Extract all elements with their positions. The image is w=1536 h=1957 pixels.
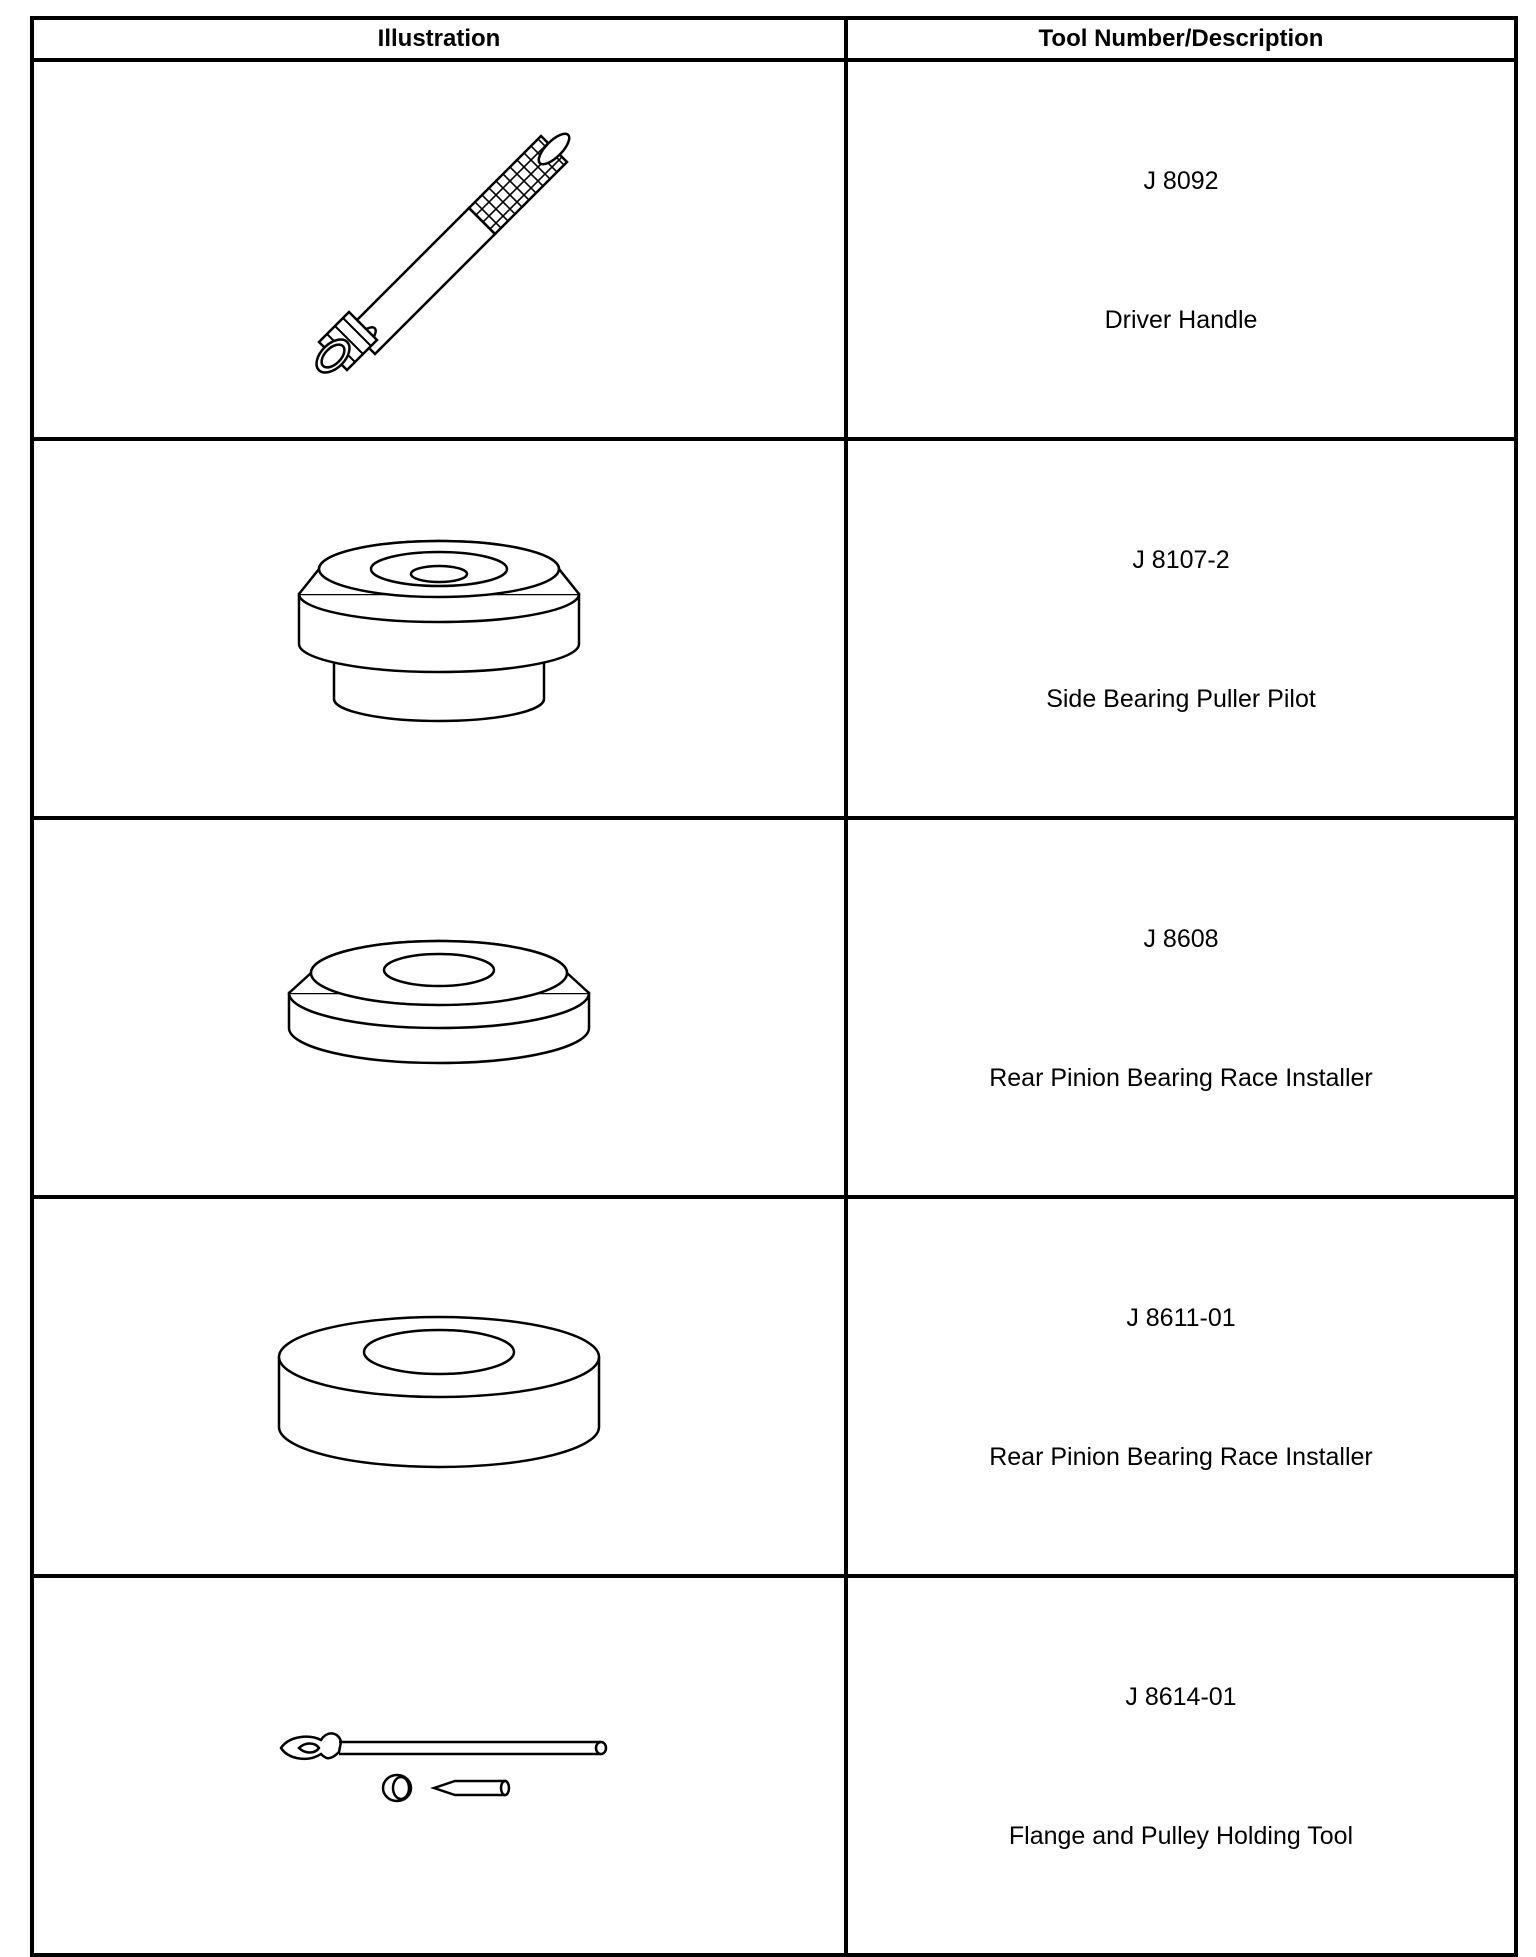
tool-description: Rear Pinion Bearing Race Installer — [989, 1443, 1373, 1471]
illustration-cell — [32, 439, 846, 818]
tool-header: Tool Number/Description — [846, 18, 1516, 60]
illustration-cell — [32, 1576, 846, 1955]
tool-description: Flange and Pulley Holding Tool — [1008, 1822, 1354, 1850]
tool-description: Side Bearing Puller Pilot — [1046, 685, 1316, 713]
holding-tool-icon — [269, 1706, 609, 1826]
table-row — [32, 60, 1516, 439]
description-cell — [846, 60, 1516, 439]
description-cell — [846, 1576, 1516, 1955]
description-cell — [846, 818, 1516, 1197]
illustration-cell — [32, 1197, 846, 1576]
puller-pilot-icon — [269, 519, 609, 739]
tool-number: J 8107-2 — [1132, 546, 1230, 574]
illustration-header: Illustration — [32, 18, 846, 60]
tool-description: Rear Pinion Bearing Race Installer — [989, 1064, 1373, 1092]
description-cell — [846, 1197, 1516, 1576]
description-cell — [846, 439, 1516, 818]
tool-number: J 8611-01 — [1126, 1304, 1236, 1332]
table-row — [32, 439, 1516, 818]
illustration-cell — [32, 60, 846, 439]
tool-description: Driver Handle — [1104, 306, 1258, 334]
driver-handle-icon — [279, 90, 599, 410]
table-row — [32, 1576, 1516, 1955]
illustration-cell — [32, 818, 846, 1197]
tool-number: J 8092 — [1143, 167, 1219, 195]
tools-table — [30, 16, 1518, 1957]
race-installer-icon — [269, 928, 609, 1088]
tool-number: J 8608 — [1143, 925, 1219, 953]
race-installer-icon — [269, 1292, 609, 1482]
tool-number: J 8614-01 — [1125, 1683, 1237, 1711]
header-row — [32, 18, 1516, 60]
table-row — [32, 1197, 1516, 1576]
table-row — [32, 818, 1516, 1197]
